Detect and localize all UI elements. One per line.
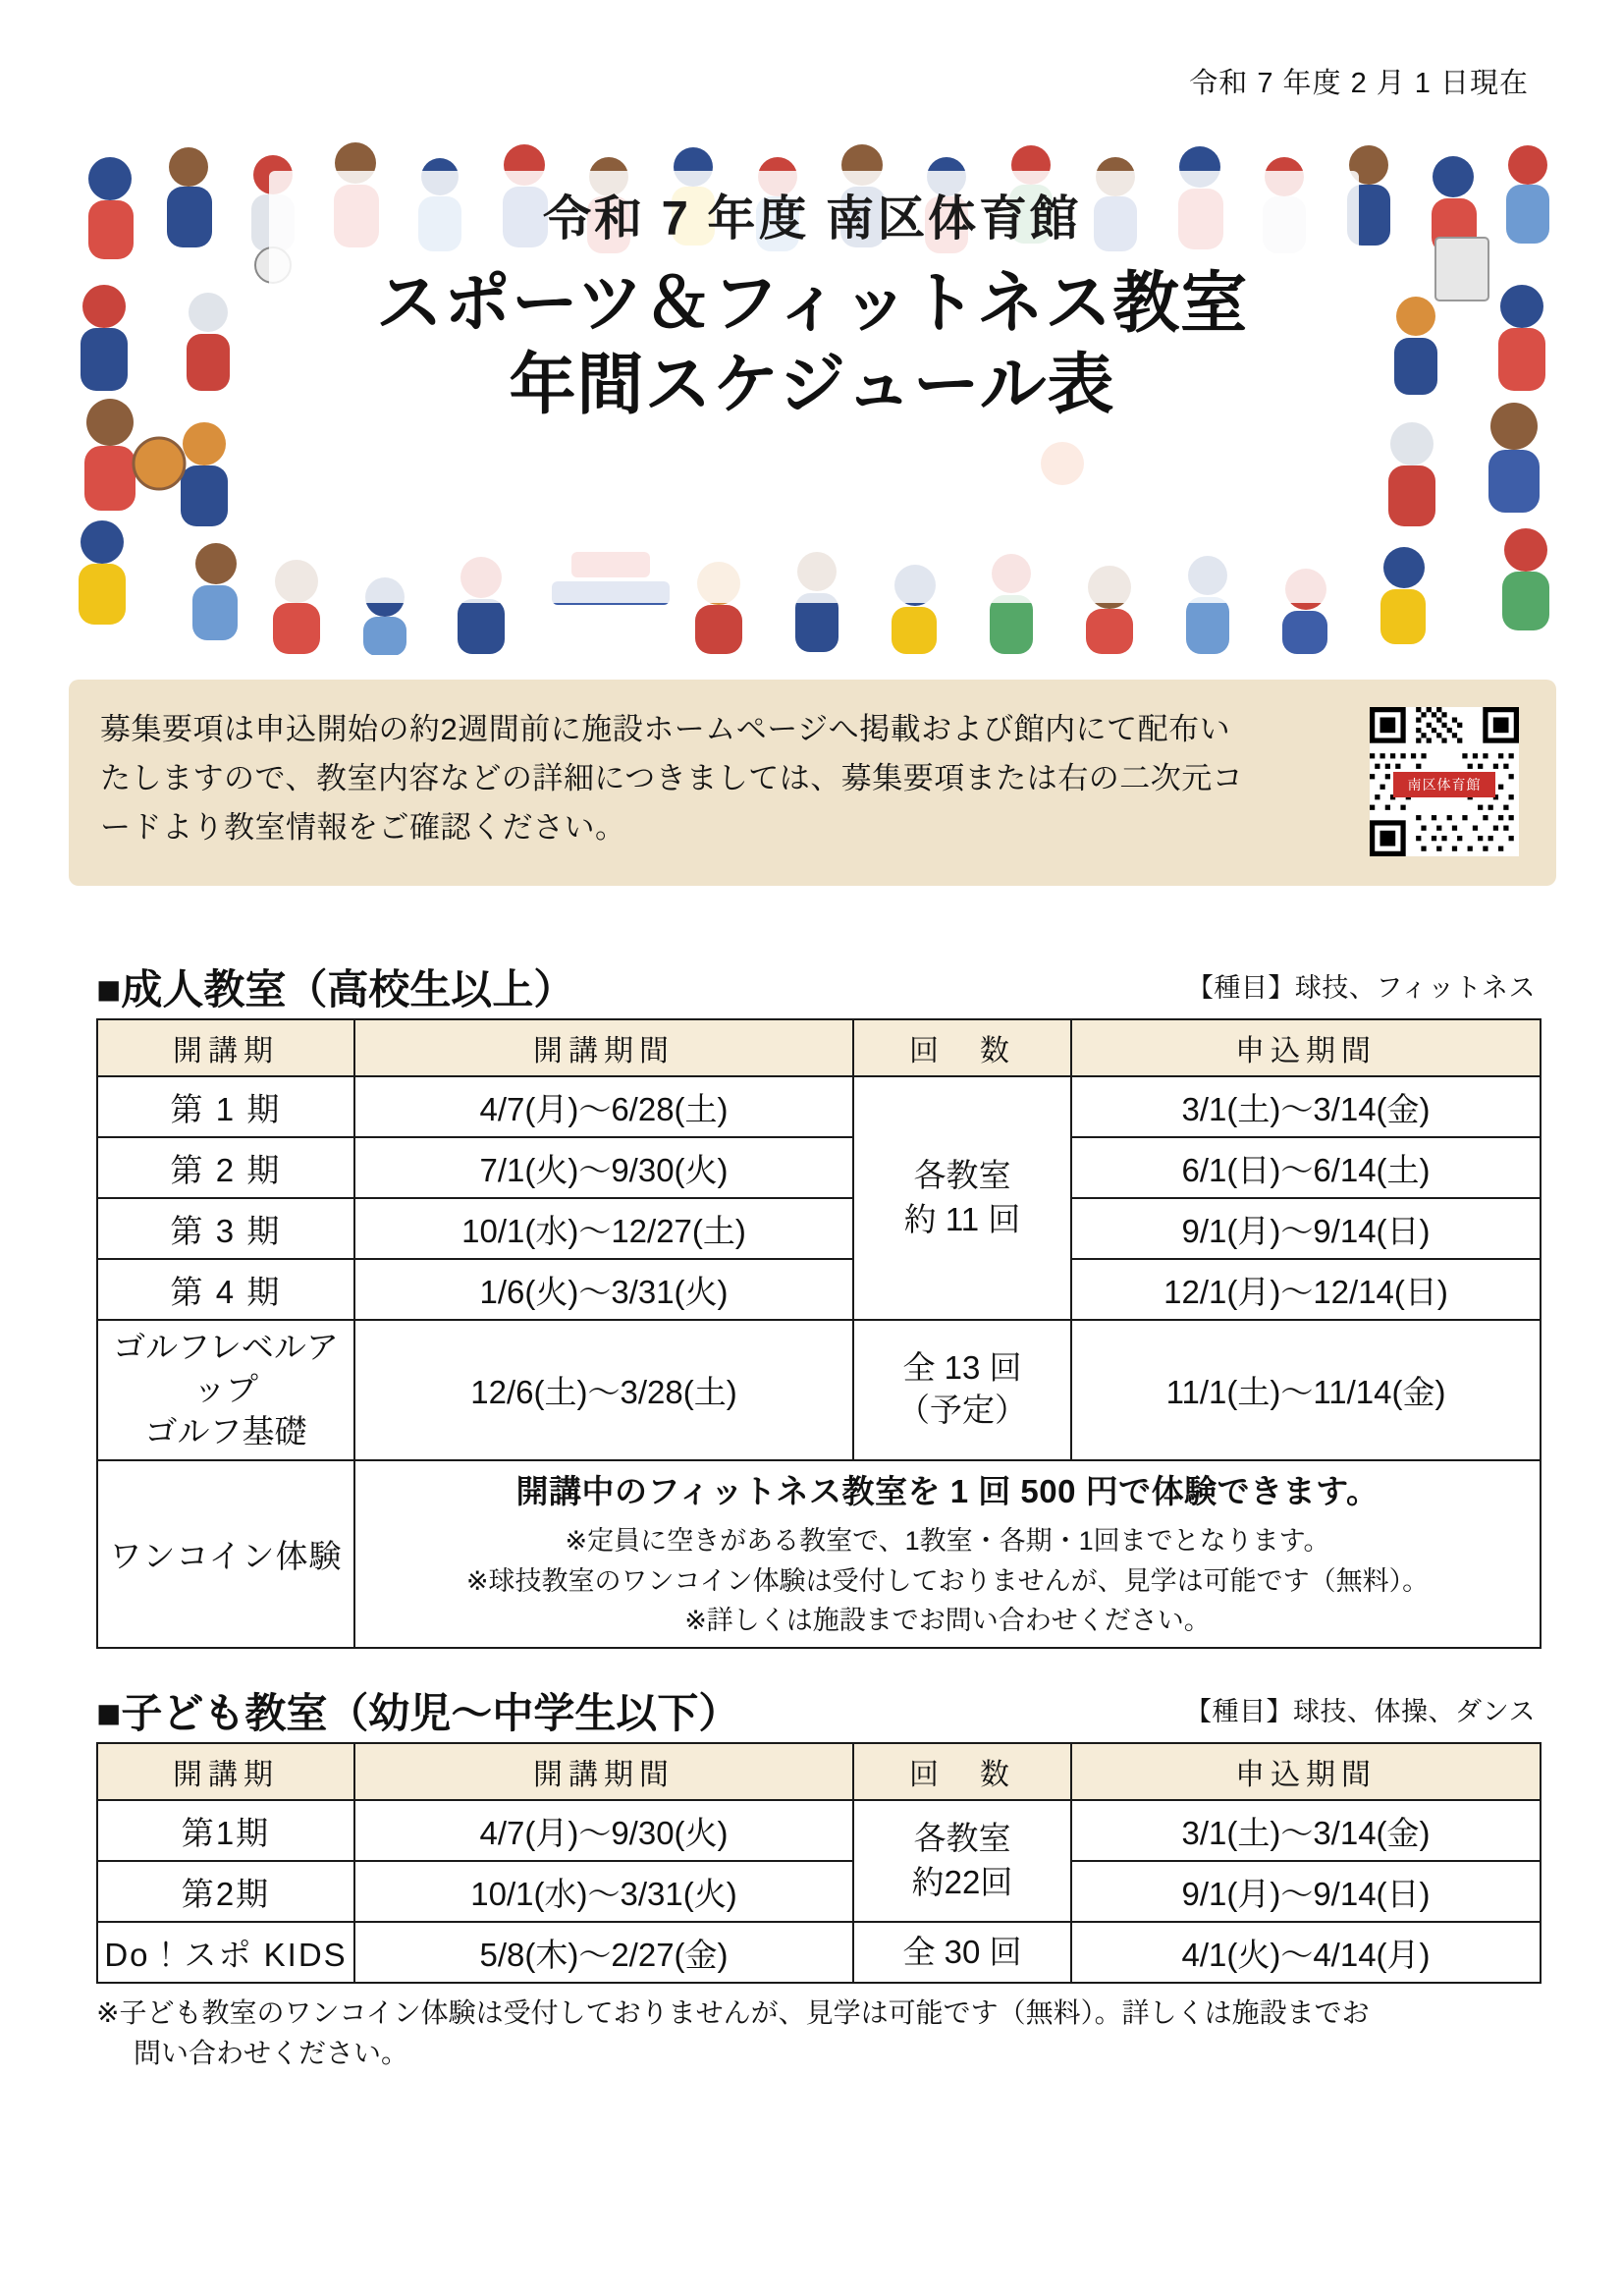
golf-count-line-1: 全 13 回 xyxy=(902,1349,1022,1387)
cell-apply: 3/1(土)〜3/14(金) xyxy=(1071,1800,1541,1861)
cell-apply: 6/1(日)〜6/14(土) xyxy=(1071,1137,1541,1198)
adult-schedule-table xyxy=(96,1018,1542,1649)
onecoin-note-2: ※球技教室のワンコイン体験は受付しておりませんが、見学は可能です（無料）。 xyxy=(465,1565,1430,1596)
th-term: 開講期 xyxy=(97,1743,354,1800)
qr-label: 南区体育館 xyxy=(1393,772,1495,797)
as-of-date: 令和 7 年度 2 月 1 日現在 xyxy=(1189,68,1529,99)
cell-period-dosupo: 5/8(木)〜2/27(金) xyxy=(354,1922,853,1983)
cell-onecoin-body xyxy=(354,1460,1541,1648)
table-row-dosupo xyxy=(97,1922,1541,1983)
kids-schedule-table xyxy=(96,1742,1542,1984)
cell-period: 7/1(火)〜9/30(火) xyxy=(354,1137,853,1198)
adult-section xyxy=(96,957,1540,1649)
table-row-golf xyxy=(97,1320,1541,1460)
cell-period: 4/7(月)〜6/28(土) xyxy=(354,1076,853,1137)
cell-term: 第 1 期 xyxy=(97,1076,354,1137)
cell-period: 1/6(火)〜3/31(火) xyxy=(354,1259,853,1320)
hero-title-line2: 年間スケジュール表 xyxy=(509,347,1115,422)
cell-term-golf xyxy=(97,1320,354,1460)
cell-term-dosupo: Do！スポ KIDS xyxy=(97,1922,354,1983)
cell-term: 第2期 xyxy=(97,1861,354,1922)
kids-section-kinds: 【種目】球技、体操、ダンス xyxy=(1185,1697,1536,1726)
kids-section-title: ■子ども教室（幼児〜中学生以下） xyxy=(96,1690,740,1736)
cell-period: 10/1(水)〜3/31(火) xyxy=(354,1861,853,1922)
table-row xyxy=(97,1198,1541,1259)
kids-section-header xyxy=(96,1681,1540,1734)
onecoin-note-3: ※詳しくは施設までお問い合わせください。 xyxy=(684,1606,1211,1636)
qr-code[interactable] xyxy=(1370,707,1519,856)
th-count: 回 数 xyxy=(853,1019,1071,1076)
th-period: 開講期間 xyxy=(354,1743,853,1800)
count-line-1: 各教室 xyxy=(913,1820,1011,1857)
cell-onecoin-label: ワンコイン体験 xyxy=(97,1460,354,1648)
cell-apply: 12/1(月)〜12/14(日) xyxy=(1071,1259,1541,1320)
cell-period-golf: 12/6(土)〜3/28(土) xyxy=(354,1320,853,1460)
th-count: 回 数 xyxy=(853,1743,1071,1800)
notice-box xyxy=(69,680,1556,886)
count-line-2: 約 11 回 xyxy=(903,1201,1021,1237)
cell-term: 第 2 期 xyxy=(97,1137,354,1198)
table-header-row xyxy=(97,1743,1541,1800)
table-row xyxy=(97,1137,1541,1198)
golf-term-line-1: ゴルフレベルアップ xyxy=(113,1329,339,1407)
onecoin-note-1: ※定員に空きがある教室で、1教室・各期・1回までとなります。 xyxy=(565,1526,1330,1557)
golf-term-line-2: ゴルフ基礎 xyxy=(144,1412,307,1449)
count-line-2: 約22回 xyxy=(911,1864,1013,1900)
cell-apply: 9/1(月)〜9/14(日) xyxy=(1071,1198,1541,1259)
table-header-row xyxy=(97,1019,1541,1076)
adult-section-title: ■成人教室（高校生以上） xyxy=(96,966,575,1012)
cell-count-merged xyxy=(853,1076,1071,1320)
kids-section xyxy=(96,1681,1540,2073)
th-apply: 申込期間 xyxy=(1071,1743,1541,1800)
kids-footnote xyxy=(96,1994,1540,2073)
cell-apply: 9/1(月)〜9/14(日) xyxy=(1071,1861,1541,1922)
hero-title-group xyxy=(41,181,1583,426)
th-apply: 申込期間 xyxy=(1071,1019,1541,1076)
cell-term: 第1期 xyxy=(97,1800,354,1861)
kids-footnote-line-2: 問い合わせください。 xyxy=(134,2037,409,2068)
kids-footnote-line-1: ※子ども教室のワンコイン体験は受付しておりませんが、見学は可能です（無料）。詳しくは施設までお xyxy=(96,1997,1370,2028)
cell-term: 第 4 期 xyxy=(97,1259,354,1320)
adult-section-kinds: 【種目】球技、フィットネス xyxy=(1186,973,1536,1003)
cell-period: 10/1(水)〜12/27(土) xyxy=(354,1198,853,1259)
th-term: 開講期 xyxy=(97,1019,354,1076)
cell-count-merged xyxy=(853,1800,1071,1922)
table-row xyxy=(97,1076,1541,1137)
adult-section-header xyxy=(96,957,1540,1011)
cell-count-dosupo: 全 30 回 xyxy=(853,1922,1071,1983)
cell-term: 第 3 期 xyxy=(97,1198,354,1259)
cell-count-golf xyxy=(853,1320,1071,1460)
golf-count-line-2: （予定） xyxy=(897,1392,1027,1429)
count-line-1: 各教室 xyxy=(913,1157,1011,1194)
onecoin-title: 開講中のフィットネス教室を 1 回 500 円で体験できます。 xyxy=(515,1472,1380,1509)
hero-subtitle: 令和 7 年度 南区体育館 xyxy=(542,192,1082,246)
table-row xyxy=(97,1861,1541,1922)
cell-period: 4/7(月)〜9/30(火) xyxy=(354,1800,853,1861)
table-row-onecoin xyxy=(97,1460,1541,1648)
cell-apply-dosupo: 4/1(火)〜4/14(月) xyxy=(1071,1922,1541,1983)
cell-apply: 3/1(土)〜3/14(金) xyxy=(1071,1076,1541,1137)
hero-banner xyxy=(41,120,1583,655)
notice-text: 募集要項は申込開始の約2週間前に施設ホームページへ掲載および館内にて配布いたしますので、教室内容などの詳細につきましては、募集要項または右の二次元コードより教室情報をご確認ください。 xyxy=(100,712,1244,846)
hero-title-line1: スポーツ＆フィットネス教室 xyxy=(375,266,1249,341)
cell-apply-golf: 11/1(土)〜11/14(金) xyxy=(1071,1320,1541,1460)
table-row xyxy=(97,1259,1541,1320)
table-row xyxy=(97,1800,1541,1861)
th-period: 開講期間 xyxy=(354,1019,853,1076)
